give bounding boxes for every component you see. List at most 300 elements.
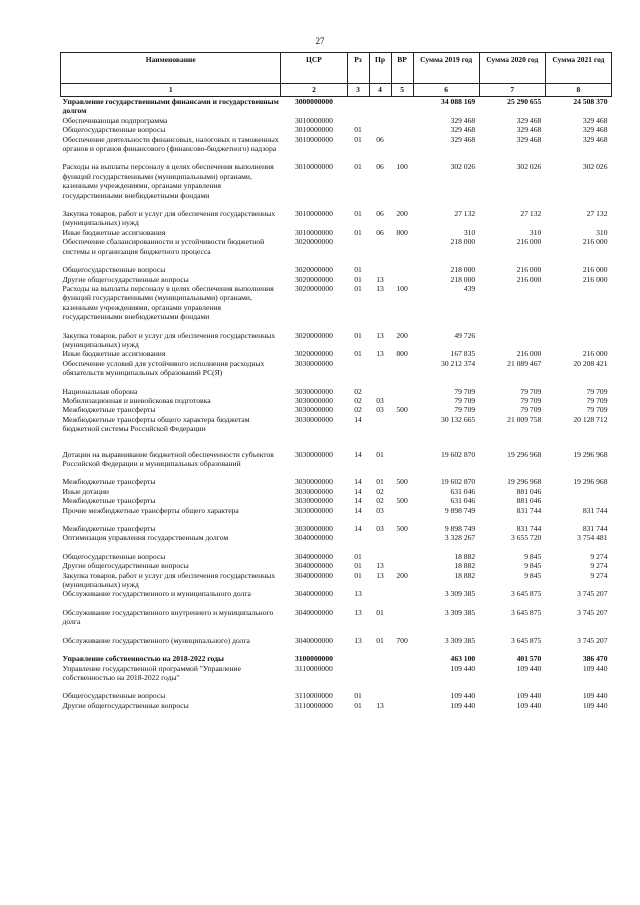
table-row xyxy=(61,275,612,284)
row-vr xyxy=(391,434,413,469)
row-csr: 3040000000 xyxy=(294,570,333,580)
row-vr xyxy=(391,543,413,561)
table-row xyxy=(61,543,612,561)
row-name: Другие общегосударственные вопросы xyxy=(62,700,189,710)
row-sum-2020: 302 026 xyxy=(516,162,542,172)
row-vr: 100 xyxy=(396,283,408,293)
row-pr xyxy=(369,645,391,663)
row-csr: 3020000000 xyxy=(294,265,333,275)
row-sum-2021: 216 000 xyxy=(582,274,608,284)
row-sum-2019: 109 440 xyxy=(450,700,476,710)
row-csr: 3030000000 xyxy=(294,395,333,405)
row-sum-2019: 34 088 169 xyxy=(441,97,476,106)
row-sum-2021: 216 000 xyxy=(582,237,608,247)
column-index: 3 xyxy=(347,84,369,97)
row-vr xyxy=(391,599,413,627)
row-csr: 3020000000 xyxy=(294,283,333,293)
row-sum-2020: 79 709 xyxy=(520,405,542,415)
row-name: Межбюджетные трансферты xyxy=(62,405,156,415)
row-name: Иные бюджетные ассигнования xyxy=(62,227,166,237)
table-row xyxy=(61,228,612,237)
row-vr xyxy=(391,378,413,396)
row-sum-2021: 3 745 207 xyxy=(577,607,608,617)
table-row xyxy=(61,627,612,645)
row-rz: 01 xyxy=(354,551,362,561)
row-sum-2021: 19 296 968 xyxy=(573,477,608,487)
row-name: Дотации на выравнивание бюджетной обеспеченности субъектов Российской Федерации и муниципальных образований xyxy=(62,449,274,468)
row-sum-2021: 831 744 xyxy=(582,524,608,534)
row-sum-2020: 9 845 xyxy=(524,570,542,580)
row-vr: 200 xyxy=(396,570,408,580)
row-sum-2021: 79 709 xyxy=(586,405,608,415)
table-row xyxy=(61,664,612,683)
row-name: Обеспечивающая подпрограмма xyxy=(62,115,168,125)
row-sum-2021: 3 745 207 xyxy=(577,635,608,645)
row-pr: 13 xyxy=(376,349,384,359)
row-rz xyxy=(347,645,369,663)
row-sum-2021: 79 709 xyxy=(586,386,608,396)
table-row xyxy=(61,116,612,125)
row-pr: 13 xyxy=(376,700,384,710)
row-sum-2019: 79 709 xyxy=(454,405,476,415)
row-name: Расходы на выплаты персоналу в целях обеспечения выполнения функций государственными (муниципальными) органами, казенными учреждениями, органами управления государственными внебюджетными фондами xyxy=(62,283,274,322)
row-sum-2020: 401 570 xyxy=(516,654,542,664)
row-sum-2019: 79 709 xyxy=(454,395,476,405)
row-vr: 500 xyxy=(396,477,408,487)
row-csr: 3110000000 xyxy=(295,691,333,701)
row-sum-2020: 3 645 875 xyxy=(510,635,542,645)
row-sum-2021: 27 132 xyxy=(586,209,608,219)
column-index: 2 xyxy=(281,84,347,97)
row-sum-2021: 9 274 xyxy=(590,551,608,561)
row-sum-2019: 3 328 267 xyxy=(444,533,476,543)
row-vr xyxy=(391,237,413,256)
row-sum-2020: 21 009 758 xyxy=(507,414,542,424)
column-index: 8 xyxy=(545,84,611,97)
row-sum-2019: 49 726 xyxy=(454,330,476,340)
row-csr: 3010000000 xyxy=(294,115,333,125)
table-row xyxy=(61,515,612,533)
row-sum-2021: 109 440 xyxy=(582,700,608,710)
column-index: 5 xyxy=(391,84,413,97)
row-sum-2021 xyxy=(545,322,611,350)
column-index-row xyxy=(61,84,612,97)
row-vr: 500 xyxy=(396,405,408,415)
row-rz: 01 xyxy=(354,134,362,144)
table-row xyxy=(61,434,612,469)
row-sum-2019: 18 882 xyxy=(454,561,476,571)
row-rz: 13 xyxy=(354,607,362,617)
row-sum-2019: 3 309 385 xyxy=(444,635,476,645)
row-name: Обеспечение деятельности финансовых, налоговых и таможенных органов и органов финансового (финансово-бюджетного) надзора xyxy=(62,134,279,154)
row-name: Общегосударственные вопросы xyxy=(62,265,166,275)
row-sum-2020: 9 845 xyxy=(524,561,542,571)
row-sum-2021: 109 440 xyxy=(582,663,608,673)
row-sum-2021: 329 468 xyxy=(582,115,608,125)
page-number: 27 xyxy=(315,36,325,46)
row-sum-2021: 24 508 370 xyxy=(573,97,608,106)
row-csr: 3040000000 xyxy=(294,635,333,645)
table-row xyxy=(61,496,612,505)
row-sum-2020: 3 655 720 xyxy=(510,533,542,543)
row-rz: 01 xyxy=(354,209,362,219)
row-name: Общегосударственные вопросы xyxy=(62,125,166,135)
table-row xyxy=(61,533,612,542)
column-index: 1 xyxy=(61,84,281,97)
header-rz: Рз xyxy=(347,53,369,84)
row-sum-2019: 30 212 374 xyxy=(441,358,476,368)
row-sum-2021: 329 468 xyxy=(582,125,608,135)
row-sum-2021: 9 274 xyxy=(590,570,608,580)
row-sum-2019: 109 440 xyxy=(450,691,476,701)
row-pr: 13 xyxy=(376,283,384,293)
row-sum-2021: 79 709 xyxy=(586,395,608,405)
row-vr xyxy=(391,256,413,274)
row-sum-2020: 881 046 xyxy=(516,496,542,506)
header-sum-2021: Сумма 2021 год xyxy=(545,53,611,84)
row-csr: 3040000000 xyxy=(294,589,333,599)
row-rz: 14 xyxy=(354,496,362,506)
row-pr: 06 xyxy=(376,227,384,237)
row-sum-2020: 216 000 xyxy=(516,265,542,275)
row-sum-2020: 216 000 xyxy=(516,274,542,284)
header-sum-2019: Сумма 2019 год xyxy=(413,53,479,84)
row-csr: 3020000000 xyxy=(294,349,333,359)
row-sum-2021: 3 745 207 xyxy=(577,589,608,599)
row-sum-2020: 831 744 xyxy=(516,505,542,515)
row-sum-2020: 79 709 xyxy=(520,386,542,396)
table-row xyxy=(61,405,612,414)
budget-table xyxy=(60,52,612,710)
row-sum-2019: 329 468 xyxy=(450,134,476,144)
row-rz: 01 xyxy=(354,349,362,359)
row-csr: 3010000000 xyxy=(294,125,333,135)
row-vr xyxy=(391,645,413,663)
row-sum-2021: 20 128 712 xyxy=(573,414,608,424)
table-row xyxy=(61,571,612,590)
table-row xyxy=(61,359,612,378)
row-pr: 03 xyxy=(376,524,384,534)
row-sum-2019: 3 309 385 xyxy=(444,589,476,599)
row-vr xyxy=(391,561,413,570)
row-vr xyxy=(391,682,413,700)
row-vr: 700 xyxy=(396,635,408,645)
row-sum-2019: 18 882 xyxy=(454,570,476,580)
row-sum-2020: 109 440 xyxy=(516,663,542,673)
row-name: Закупка товаров, работ и услуг для обеспечения государственных (муниципальных) нужд xyxy=(62,209,276,228)
row-csr: 3030000000 xyxy=(294,505,333,515)
row-csr: 3100000000 xyxy=(294,654,333,664)
row-sum-2019: 439 xyxy=(463,283,476,293)
row-pr xyxy=(369,125,391,134)
row-vr xyxy=(391,415,413,434)
row-pr: 06 xyxy=(376,162,384,172)
row-sum-2021: 216 000 xyxy=(582,265,608,275)
row-name: Управление государственной программой "Управление собственностью на 2018-2022 годы" xyxy=(62,663,241,682)
row-rz: 14 xyxy=(354,505,362,515)
row-vr xyxy=(391,487,413,496)
row-name: Расходы на выплаты персоналу в целях обеспечения выполнения функций государственными (муниципальными) органами, казенными учреждениями, органами управления государственными внебюджетными фондами xyxy=(62,162,274,200)
column-index: 7 xyxy=(479,84,545,97)
row-pr: 13 xyxy=(376,330,384,340)
row-sum-2019: 329 468 xyxy=(450,125,476,135)
table-row xyxy=(61,487,612,496)
row-sum-2020: 310 xyxy=(529,227,542,237)
row-csr: 3030000000 xyxy=(294,386,333,396)
row-sum-2021: 329 468 xyxy=(582,134,608,144)
row-vr: 500 xyxy=(396,524,408,534)
table-row xyxy=(61,200,612,228)
row-name: Обслуживание государственного (муниципального) долга xyxy=(62,635,250,645)
row-rz: 01 xyxy=(354,283,362,293)
table-body xyxy=(61,97,612,711)
row-name: Иные бюджетные ассигнования xyxy=(62,349,166,359)
row-csr: 3040000000 xyxy=(294,607,333,617)
row-sum-2020: 3 645 875 xyxy=(510,589,542,599)
row-name: Закупка товаров, работ и услуг для обеспечения государственных (муниципальных) нужд xyxy=(62,330,276,349)
row-name: Межбюджетные трансферты xyxy=(62,524,156,534)
header-row xyxy=(61,53,612,84)
row-rz: 02 xyxy=(354,405,362,415)
row-sum-2021: 3 754 481 xyxy=(577,533,608,543)
row-csr: 3030000000 xyxy=(294,358,333,368)
table-row xyxy=(61,284,612,322)
row-csr: 3110000000 xyxy=(295,663,333,673)
row-name: Национальная оборона xyxy=(62,386,138,396)
row-csr: 3030000000 xyxy=(294,414,333,424)
row-name: Общегосударственные вопросы xyxy=(62,551,166,561)
row-csr: 3040000000 xyxy=(294,533,333,543)
row-pr xyxy=(369,359,391,378)
row-csr: 3110000000 xyxy=(295,700,333,710)
row-sum-2019: 79 709 xyxy=(454,386,476,396)
row-sum-2019: 218 000 xyxy=(450,265,476,275)
table-row xyxy=(61,125,612,134)
row-vr xyxy=(391,116,413,125)
row-sum-2019: 27 132 xyxy=(454,209,476,219)
row-name: Закупка товаров, работ и услуг для обеспечения государственных (муниципальных) нужд xyxy=(62,570,276,590)
row-pr: 13 xyxy=(376,570,384,580)
row-csr: 3030000000 xyxy=(294,524,333,534)
row-name: Обеспечение условий для устойчивого исполнения расходных обязательств муниципальных образований РС(Я) xyxy=(62,358,265,378)
row-csr: 3020000000 xyxy=(294,274,333,284)
row-rz: 02 xyxy=(354,395,362,405)
row-sum-2019: 3 309 385 xyxy=(444,607,476,617)
row-name: Прочие межбюджетные трансферты общего характера xyxy=(62,505,239,515)
row-rz: 14 xyxy=(354,524,362,534)
row-sum-2020 xyxy=(479,322,545,350)
row-csr: 3040000000 xyxy=(294,551,333,561)
row-pr: 01 xyxy=(376,607,384,617)
row-rz xyxy=(347,664,369,683)
row-pr: 02 xyxy=(376,486,384,496)
row-pr xyxy=(369,237,391,256)
row-sum-2019: 9 898 749 xyxy=(444,505,476,515)
row-sum-2019: 631 046 xyxy=(450,496,476,506)
row-pr xyxy=(369,415,391,434)
row-vr xyxy=(391,396,413,405)
row-csr: 3030000000 xyxy=(294,449,333,459)
row-sum-2020: 216 000 xyxy=(516,349,542,359)
row-sum-2021: 20 208 421 xyxy=(573,358,608,368)
table-row xyxy=(61,396,612,405)
row-sum-2021: 386 470 xyxy=(582,654,608,664)
row-pr xyxy=(369,256,391,274)
row-rz: 01 xyxy=(354,125,362,135)
row-vr xyxy=(391,506,413,515)
row-sum-2019: 310 xyxy=(463,227,476,237)
row-name: Иные дотации xyxy=(62,486,109,496)
row-rz: 01 xyxy=(354,691,362,701)
row-rz: 01 xyxy=(354,227,362,237)
row-sum-2020: 216 000 xyxy=(516,237,542,247)
row-csr: 3010000000 xyxy=(294,134,333,144)
row-rz xyxy=(347,116,369,125)
row-csr: 3030000000 xyxy=(294,477,333,487)
row-sum-2021 xyxy=(545,487,611,496)
row-rz: 14 xyxy=(354,486,362,496)
row-sum-2019: 218 000 xyxy=(450,274,476,284)
row-vr xyxy=(391,135,413,154)
row-sum-2020: 21 089 467 xyxy=(507,358,542,368)
row-sum-2021: 216 000 xyxy=(582,349,608,359)
row-csr: 3010000000 xyxy=(294,162,333,172)
row-rz: 14 xyxy=(354,449,362,459)
row-sum-2020: 329 468 xyxy=(516,125,542,135)
table-row xyxy=(61,701,612,710)
row-sum-2020 xyxy=(479,284,545,322)
header-sum-2020: Сумма 2020 год xyxy=(479,53,545,84)
row-name: Другие общегосударственные вопросы xyxy=(62,274,189,284)
row-sum-2021: 310 xyxy=(596,227,608,237)
row-sum-2019: 631 046 xyxy=(450,486,476,496)
row-vr xyxy=(391,589,413,598)
table-row xyxy=(61,682,612,700)
row-rz: 13 xyxy=(354,589,362,599)
table-row xyxy=(61,415,612,434)
row-sum-2019: 19 602 870 xyxy=(441,477,476,487)
row-vr: 100 xyxy=(396,162,408,172)
row-name: Межбюджетные трансферты xyxy=(62,477,156,487)
row-sum-2021: 109 440 xyxy=(582,691,608,701)
table-row xyxy=(61,153,612,200)
row-rz: 01 xyxy=(354,265,362,275)
header-csr: ЦСР xyxy=(281,53,347,84)
row-name: Оптимизация управления государственным долгом xyxy=(62,533,229,543)
row-pr: 01 xyxy=(376,477,384,487)
table-row xyxy=(61,237,612,256)
row-sum-2020: 109 440 xyxy=(516,700,542,710)
table-row xyxy=(61,135,612,154)
row-csr: 3010000000 xyxy=(294,209,333,219)
row-sum-2020: 19 296 968 xyxy=(507,449,542,459)
row-vr: 200 xyxy=(396,209,408,219)
row-sum-2020: 109 440 xyxy=(516,691,542,701)
row-vr xyxy=(391,97,413,116)
row-pr: 03 xyxy=(376,505,384,515)
header-pr: Пр xyxy=(369,53,391,84)
row-sum-2019: 329 468 xyxy=(450,115,476,125)
row-vr xyxy=(391,359,413,378)
row-vr: 800 xyxy=(396,349,408,359)
row-rz xyxy=(347,97,369,116)
row-name: Межбюджетные трансферты xyxy=(62,496,156,506)
row-name: Обеспечение сбалансированности и устойчивости бюджетной системы и организация бюджетного процесса xyxy=(62,237,265,256)
row-sum-2020: 27 132 xyxy=(520,209,542,219)
row-sum-2019: 19 602 870 xyxy=(441,449,476,459)
table-row xyxy=(61,506,612,515)
row-sum-2020: 329 468 xyxy=(516,115,542,125)
header-vr: ВР xyxy=(391,53,413,84)
row-pr xyxy=(369,682,391,700)
row-rz: 01 xyxy=(354,570,362,580)
row-sum-2020: 3 645 875 xyxy=(510,607,542,617)
row-sum-2019: 302 026 xyxy=(450,162,476,172)
row-sum-2019: 218 000 xyxy=(450,237,476,247)
row-vr: 800 xyxy=(396,227,408,237)
row-pr xyxy=(369,589,391,598)
row-csr: 3010000000 xyxy=(294,227,333,237)
row-vr xyxy=(391,664,413,683)
row-csr: 3040000000 xyxy=(294,561,333,571)
row-rz: 14 xyxy=(354,477,362,487)
row-sum-2020: 19 296 968 xyxy=(507,477,542,487)
row-name: Обслуживание государственного и муниципального долга xyxy=(62,589,251,599)
row-sum-2021: 19 296 968 xyxy=(573,449,608,459)
row-rz xyxy=(347,533,369,542)
row-sum-2019: 18 882 xyxy=(454,551,476,561)
row-pr: 06 xyxy=(376,209,384,219)
row-rz: 01 xyxy=(354,162,362,172)
row-pr xyxy=(369,664,391,683)
table-row xyxy=(61,599,612,627)
row-vr xyxy=(391,275,413,284)
row-vr xyxy=(391,701,413,710)
table-row xyxy=(61,349,612,358)
header-name: Наименование xyxy=(61,53,281,84)
row-name: Другие общегосударственные вопросы xyxy=(62,561,189,571)
row-csr: 3030000000 xyxy=(294,496,333,506)
row-sum-2019: 9 898 749 xyxy=(444,524,476,534)
row-pr: 03 xyxy=(376,405,384,415)
row-pr xyxy=(369,116,391,125)
table-row xyxy=(61,468,612,486)
row-rz: 14 xyxy=(354,414,362,424)
row-name: Управление собственностью на 2018-2022 годы xyxy=(62,654,224,664)
row-vr: 500 xyxy=(396,496,408,506)
row-csr: 3000000000 xyxy=(294,97,333,106)
row-name: Общегосударственные вопросы xyxy=(62,691,166,701)
row-sum-2019: 109 440 xyxy=(450,663,476,673)
row-sum-2020: 831 744 xyxy=(516,524,542,534)
row-sum-2020: 25 290 655 xyxy=(507,97,542,106)
row-pr: 13 xyxy=(376,561,384,571)
row-sum-2021 xyxy=(545,284,611,322)
row-csr: 3020000000 xyxy=(294,330,333,340)
column-index: 4 xyxy=(369,84,391,97)
table-row xyxy=(61,97,612,116)
row-pr: 03 xyxy=(376,395,384,405)
row-pr: 06 xyxy=(376,134,384,144)
row-sum-2020: 881 046 xyxy=(516,486,542,496)
row-vr xyxy=(391,125,413,134)
row-sum-2019: 167 835 xyxy=(450,349,476,359)
row-name: Межбюджетные трансферты общего характера бюджетам бюджетной системы Российской Федерации xyxy=(62,414,250,434)
row-sum-2020: 329 468 xyxy=(516,134,542,144)
row-sum-2020: 9 845 xyxy=(524,551,542,561)
row-pr xyxy=(369,533,391,542)
row-csr: 3030000000 xyxy=(294,405,333,415)
